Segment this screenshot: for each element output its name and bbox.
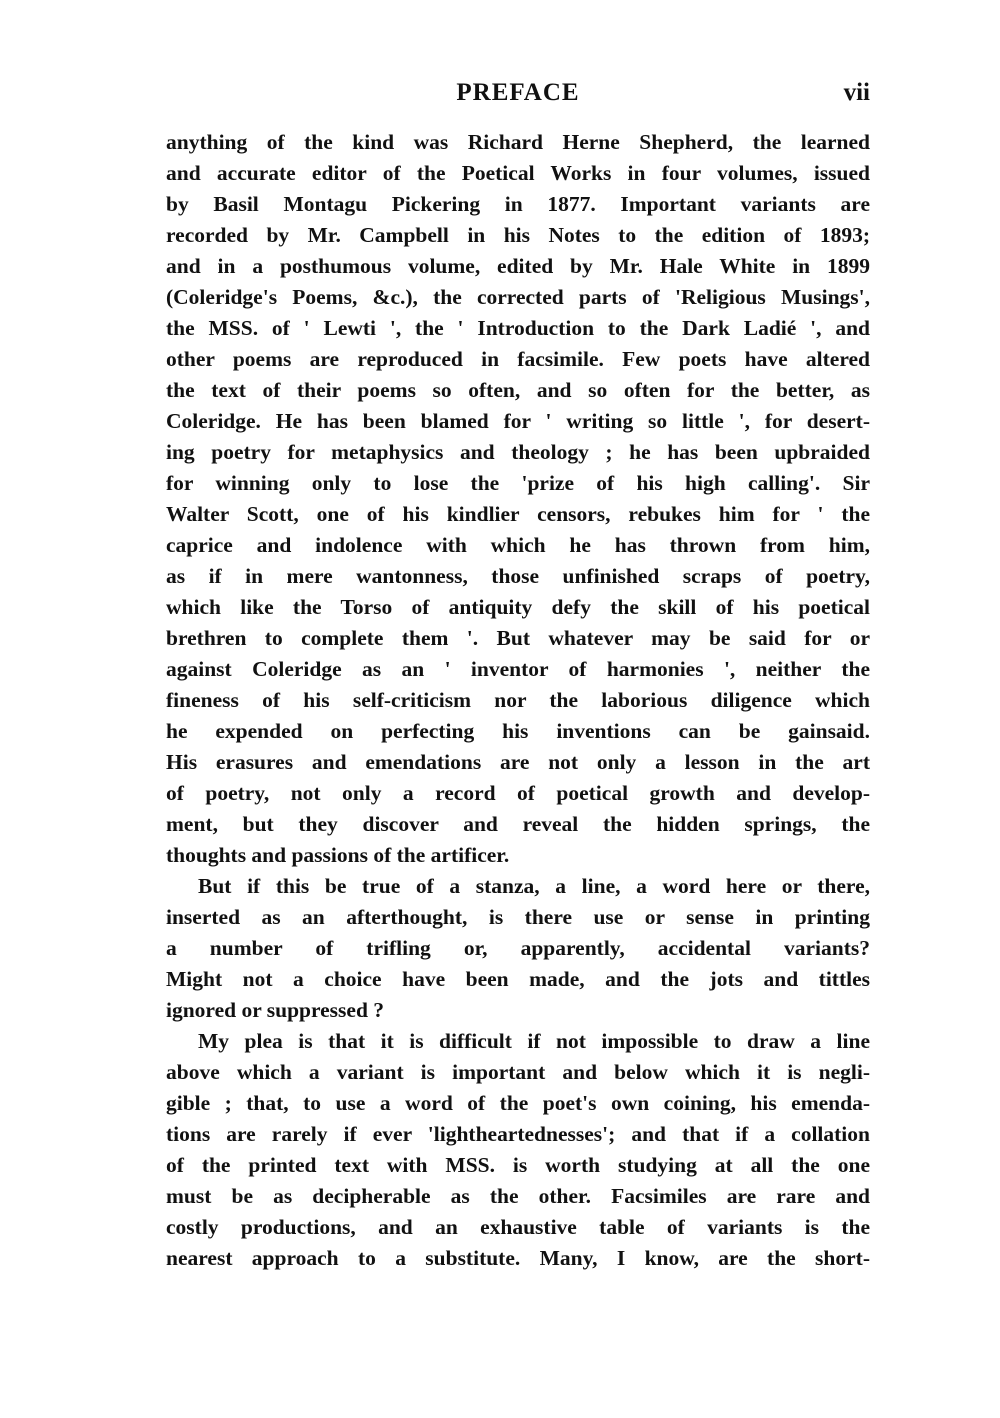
text-line: of the printed text with MSS. is worth studying at all the one bbox=[166, 1153, 870, 1177]
text-line: by Basil Montagu Pickering in 1877. Important variants are bbox=[166, 192, 870, 216]
text-line: caprice and indolence with which he has thrown from him, bbox=[166, 533, 870, 557]
paragraph-1 bbox=[166, 127, 870, 871]
text-line: of poetry, not only a record of poetical growth and develop- bbox=[166, 781, 870, 805]
text-line: and accurate editor of the Poetical Works in four volumes, issued bbox=[166, 161, 870, 185]
text-line: Coleridge. He has been blamed for ' writing so little ', for desert- bbox=[166, 409, 870, 433]
text-line: he expended on perfecting his inventions can be gainsaid. bbox=[166, 719, 870, 743]
text-line: against Coleridge as an ' inventor of harmonies ', neither the bbox=[166, 657, 870, 681]
running-header bbox=[166, 76, 870, 110]
text-line: above which a variant is important and below which it is negli- bbox=[166, 1060, 870, 1084]
text-line: which like the Torso of antiquity defy the skill of his poetical bbox=[166, 595, 870, 619]
paragraph-3 bbox=[166, 1026, 870, 1274]
text-line: ment, but they discover and reveal the hidden springs, the bbox=[166, 812, 870, 836]
text-line: for winning only to lose the 'prize of his high calling'. Sir bbox=[166, 471, 870, 495]
text-line: recorded by Mr. Campbell in his Notes to the edition of 1893; bbox=[166, 223, 870, 247]
text-line: (Coleridge's Poems, &c.), the corrected parts of 'Religious Musings', bbox=[166, 285, 870, 309]
text-line: tions are rarely if ever 'lightheartednesses'; and that if a collation bbox=[166, 1122, 870, 1146]
page-number: vii bbox=[843, 79, 870, 106]
text-line: ing poetry for metaphysics and theology ; he has been upbraided bbox=[166, 440, 870, 464]
text-line: must be as decipherable as the other. Facsimiles are rare and bbox=[166, 1184, 870, 1208]
text-line: as if in mere wantonness, those unfinished scraps of poetry, bbox=[166, 564, 870, 588]
text-line: gible ; that, to use a word of the poet's own coining, his emenda- bbox=[166, 1091, 870, 1115]
text-line: His erasures and emendations are not only a lesson in the art bbox=[166, 750, 870, 774]
text-line: But if this be true of a stanza, a line, a word here or there, bbox=[198, 874, 870, 898]
text-line: the text of their poems so often, and so often for the better, as bbox=[166, 378, 870, 402]
text-line: a number of trifling or, apparently, accidental variants? bbox=[166, 936, 870, 960]
text-line: and in a posthumous volume, edited by Mr. Hale White in 1899 bbox=[166, 254, 870, 278]
text-line: costly productions, and an exhaustive table of variants is the bbox=[166, 1215, 870, 1239]
text-line: nearest approach to a substitute. Many, I know, are the short- bbox=[166, 1246, 870, 1270]
running-title: PREFACE bbox=[456, 79, 580, 106]
text-line: other poems are reproduced in facsimile. Few poets have altered bbox=[166, 347, 870, 371]
text-line: Might not a choice have been made, and the jots and tittles bbox=[166, 967, 870, 991]
text-line: ignored or suppressed ? bbox=[166, 998, 385, 1022]
body-text bbox=[166, 127, 870, 1274]
text-line: brethren to complete them '. But whatever may be said for or bbox=[166, 626, 870, 650]
text-line: My plea is that it is difficult if not impossible to draw a line bbox=[198, 1029, 870, 1053]
paragraph-2 bbox=[166, 871, 870, 1026]
text-line: the MSS. of ' Lewti ', the ' Introduction to the Dark Ladié ', and bbox=[166, 316, 870, 340]
text-line: inserted as an afterthought, is there use or sense in printing bbox=[166, 905, 870, 929]
text-line: Walter Scott, one of his kindlier censors, rebukes him for ' the bbox=[166, 502, 870, 526]
text-line: anything of the kind was Richard Herne Shepherd, the learned bbox=[166, 130, 870, 154]
text-line: fineness of his self-criticism nor the laborious diligence which bbox=[166, 688, 870, 712]
text-line: thoughts and passions of the artificer. bbox=[166, 843, 510, 867]
